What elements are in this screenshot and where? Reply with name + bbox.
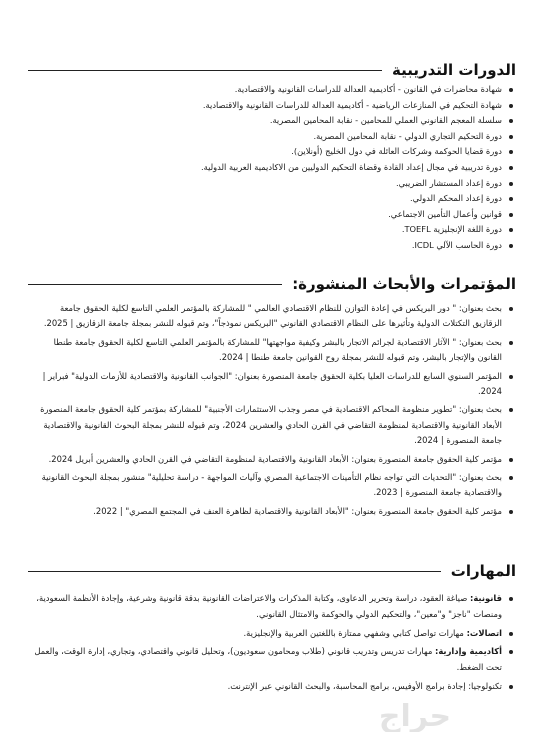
skill-text: صياغة العقود، دراسة وتحرير الدعاوى، وكتابة المذكرات والاعتراضات القانونية بدقة قانونية وشرعية، وإجادة الأنظمة السعودية، ومنصات "ناجز" و"معين"، والتحكيم الدولي والحوكمة والامتثال القانوني. <box>36 593 502 619</box>
publications-title: المؤتمرات والأبحاث المنشورة: <box>292 275 516 293</box>
haraj-watermark-logo <box>305 698 525 732</box>
skill-category: أكاديمية وإدارية: <box>435 646 502 657</box>
training-section <box>28 58 516 254</box>
training-header <box>28 58 516 82</box>
publications-header <box>28 272 516 296</box>
section-divider <box>28 284 282 285</box>
list-item: بحث بعنوان: "التحديات التي تواجه نظام التأمينات الاجتماعية المصري وآليات المواجهة - دراسة تحليلية" منشور بمجلة البحوث القانونية والاقتصادية جامعة المنصورة | 2023. <box>28 470 516 501</box>
watermark-text: حراج <box>378 699 452 732</box>
list-item <box>28 644 516 676</box>
list-item: سلسلة المعجم القانوني العملي للمحامين - نقابة المحامين المصرية. <box>28 113 516 129</box>
list-item: دورة إعداد المحكم الدولي. <box>28 191 516 207</box>
list-item: دورة اللغة الإنجليزية TOEFL. <box>28 222 516 238</box>
skill-text: تكنولوجيا: إجادة برامج الأوفيس، برامج المحاسبة، والبحث القانوني عبر الإنترنت. <box>227 680 502 691</box>
list-item: شهادة محاضرات في القانون - أكاديمية العدالة للدراسات القانونية والاقتصادية. <box>28 82 516 98</box>
list-item: مؤتمر كلية الحقوق جامعة المنصورة بعنوان: الأبعاد القانونية والاقتصادية لمنظومة التقاضي في القرن الحادي والعشرين أبريل 2024. <box>28 452 516 467</box>
list-item: قوانين وأعمال التأمين الاجتماعي. <box>28 207 516 223</box>
skill-text: مهارات تدريس وتدريب قانوني (طلاب ومحامون سعوديون)، وتحليل قانوني واقتصادي، وتجاري، إدارة الوقت، والعمل تحت الضغط. <box>34 646 502 673</box>
list-item: مؤتمر كلية الحقوق جامعة المنصورة بعنوان: "الأبعاد القانونية والاقتصادية لظاهرة العنف في المجتمع المصري" | 2022. <box>28 504 516 519</box>
list-item: بحث بعنوان: "تطوير منظومة المحاكم الاقتصادية في مصر وجذب الاستثمارات الأجنبية" للمشاركة بمؤتمر كلية الحقوق جامعة المنصورة الأبعاد القانونية والاقتصادية لمنظومة التقاضي في القرن الحادي والعشرين 2024، وتم قبوله للنشر بمجلة البحوث القانونية والاقتصادية جامعة المنصورة | 2024. <box>28 402 516 448</box>
list-item: دورة الحاسب الآلي ICDL. <box>28 238 516 254</box>
skill-text: مهارات تواصل كتابي وشفهي ممتازة باللغتين العربية والإنجليزية. <box>243 627 467 638</box>
skills-section <box>28 559 516 698</box>
skills-header <box>28 559 516 583</box>
list-item: بحث بعنوان: " دور البريكس في إعادة التوازن للنظام الاقتصادي العالمي " للمشاركة بالمؤتمر العلمي التاسع لكلية الحقوق جامعة الزقازيق التكتلات الدولية وتأثيرها على النظام الاقتصادي القانوني "البريكس نموذجاً"، وتم قبوله للنشر بمجلة جامعة الزقازيق | 2025. <box>28 301 516 332</box>
list-item <box>28 679 516 695</box>
skills-title: المهارات <box>450 562 516 580</box>
list-item: بحث بعنوان: " الآثار الاقتصادية لجرائم الاتجار بالبشر وكيفية مواجهتها" للمشاركة بالمؤتمر العلمي التاسع لكلية الحقوق جامعة طنطا القانون والإتجار بالبشر، وتم قبوله للنشر بمجلة روح القوانين جامعة طنطا | 2024. <box>28 335 516 366</box>
publications-list <box>28 301 516 519</box>
list-item: دورة تدريبية في مجال إعداد القادة وقضاة التحكيم الدوليين من الاكاديمية العربية الدولية. <box>28 160 516 176</box>
list-item <box>28 626 516 642</box>
skills-list <box>28 591 516 695</box>
skill-category: اتصالات: <box>466 627 502 638</box>
skill-category: قانونية: <box>469 593 502 603</box>
training-list <box>28 82 516 254</box>
list-item: دورة إعداد المستشار الضريبي. <box>28 176 516 192</box>
list-item: دورة التحكيم التجاري الدولي - نقابة المحامين المصرية. <box>28 129 516 145</box>
publications-section <box>28 272 516 522</box>
section-divider <box>28 571 441 572</box>
training-title: الدورات التدريبية <box>391 61 516 79</box>
list-item <box>28 591 516 623</box>
list-item: دورة قضايا الحوكمة وشركات العائلة في دول الخليج (أونلاين). <box>28 144 516 160</box>
list-item: شهادة التحكيم في المنازعات الرياضية - أكاديمية العدالة للدراسات القانونية والاقتصادية. <box>28 98 516 114</box>
section-divider <box>28 70 382 71</box>
list-item: المؤتمر السنوي السابع للدراسات العليا بكلية الحقوق جامعة المنصورة بعنوان: "الجوانب القانونية والاقتصادية للأزمات الدولية" فبراير | 2024. <box>28 369 516 400</box>
